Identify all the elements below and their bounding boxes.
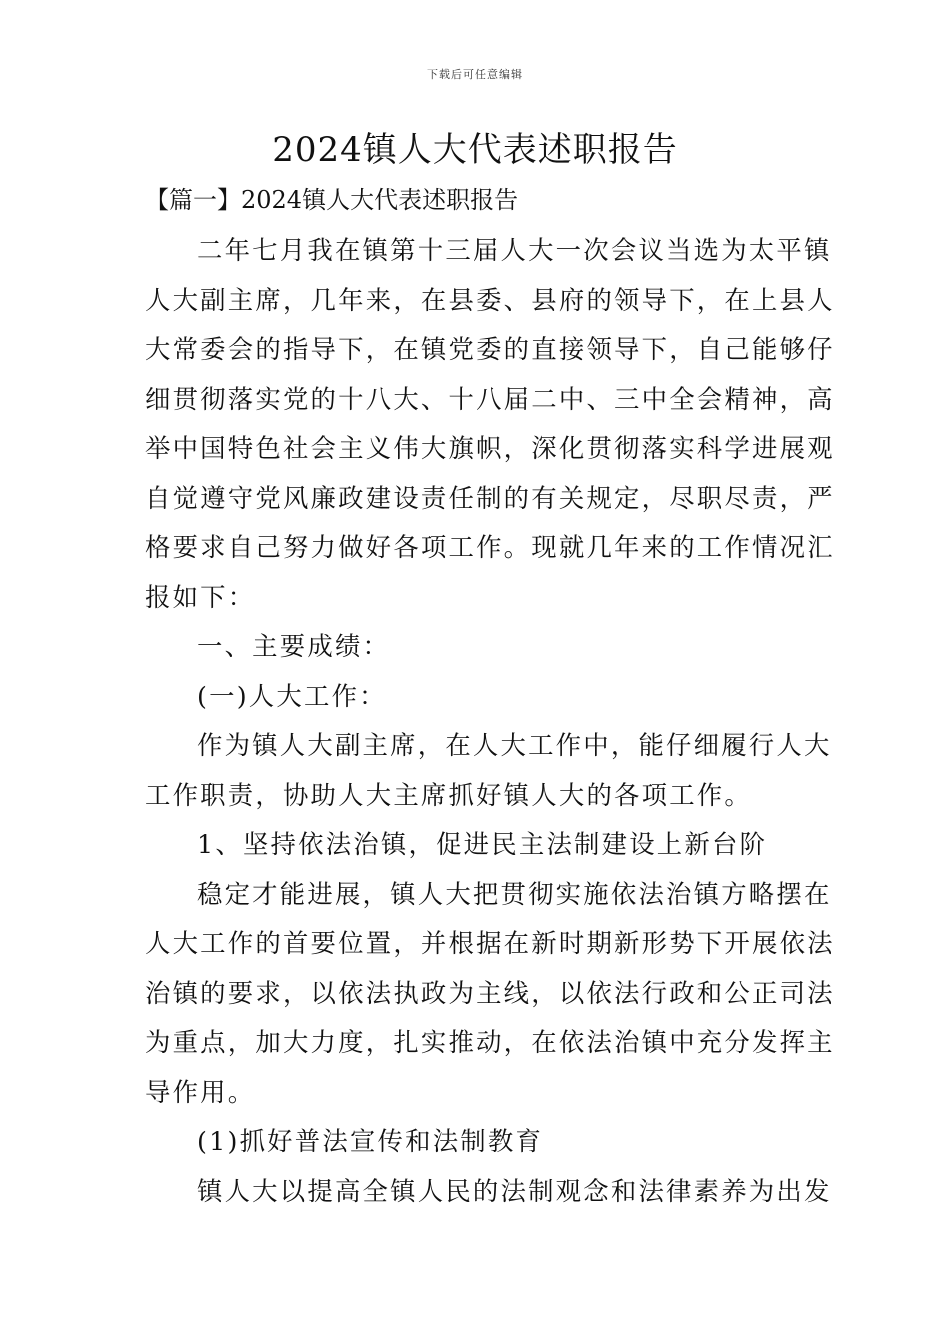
header-note: 下载后可任意编辑 [427, 68, 523, 81]
section-heading: 【篇一】2024镇人大代表述职报告 [145, 186, 519, 214]
body-line: 二年七月我在镇第十三届人大一次会议当选为太平镇 [197, 235, 832, 265]
body-line: 工作职责，协助人大主席抓好镇人大的各项工作。 [145, 779, 752, 810]
body-line: 人大副主席，几年来，在县委、县府的领导下，在上县人 [145, 284, 835, 315]
body-line: 为重点，加大力度，扎实推动，在依法治镇中充分发挥主 [145, 1027, 835, 1057]
body-line: (1)抓好普法宣传和法制教育 [197, 1126, 544, 1156]
body-line: 1、坚持依法治镇，促进民主法制建设上新台阶 [197, 829, 768, 859]
body-line: 镇人大以提高全镇人民的法制观念和法律素养为出发 [197, 1175, 832, 1206]
body-line: 导作用。 [145, 1076, 256, 1107]
body-line: 格要求自己努力做好各项工作。现就几年来的工作情况汇 [145, 532, 835, 562]
body-line: 自觉遵守党风廉政建设责任制的有关规定，尽职尽责，严 [145, 482, 835, 513]
body-line: 作为镇人大副主席，在人大工作中，能仔细履行人大 [197, 730, 832, 760]
body-line: 治镇的要求，以依法执政为主线，以依法行政和公正司法 [145, 977, 835, 1008]
body-line: 大常委会的指导下，在镇党委的直接领导下，自己能够仔 [145, 334, 835, 364]
body-line: (一)人大工作： [197, 680, 387, 711]
body-line: 细贯彻落实党的十八大、十八届二中、三中全会精神，高 [145, 383, 835, 414]
body-line: 稳定才能进展，镇人大把贯彻实施依法治镇方略摆在 [197, 878, 832, 909]
body-line: 举中国特色社会主义伟大旗帜，深化贯彻落实科学进展观 [145, 433, 835, 463]
document-title: 2024镇人大代表述职报告 [272, 130, 678, 170]
body-text [145, 226, 835, 1216]
body-line: 一、主要成绩： [197, 631, 391, 661]
body-line: 人大工作的首要位置，并根据在新时期新形势下开展依法 [145, 928, 835, 958]
body-line: 报如下： [145, 581, 256, 612]
